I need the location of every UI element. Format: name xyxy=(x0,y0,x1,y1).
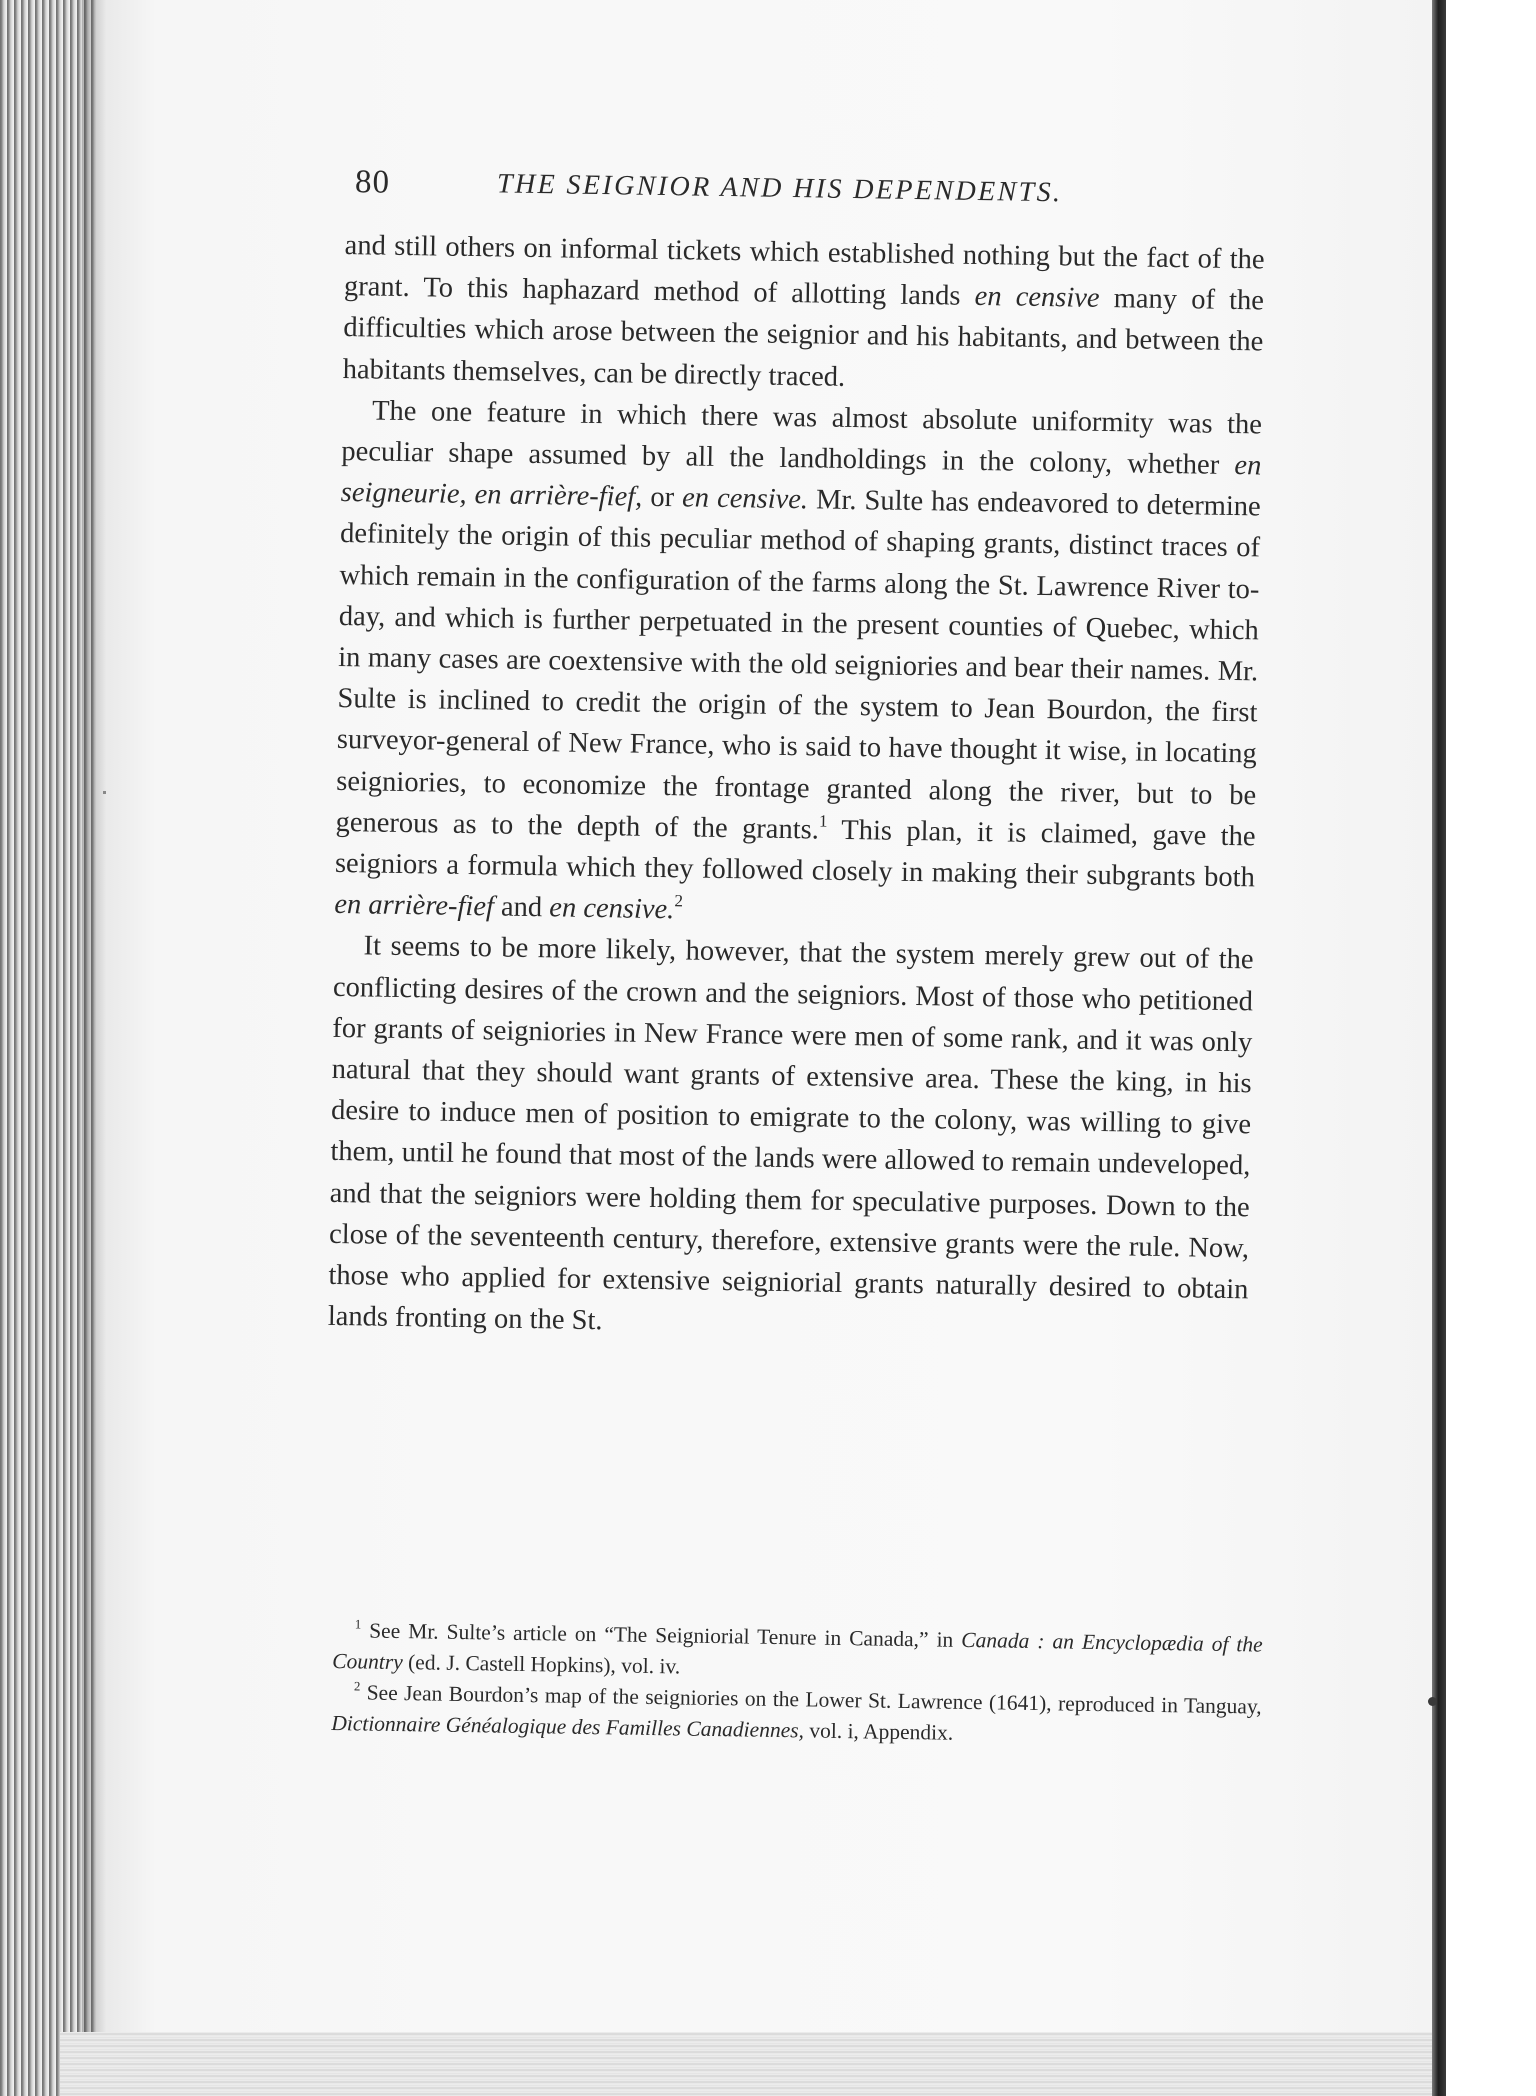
paragraph xyxy=(334,390,1262,940)
gutter-shadow xyxy=(82,0,106,2096)
text-run: See Mr. Sulte’s article on “The Seigniorial Tenure in Canada,” in xyxy=(361,1618,962,1652)
italic-text: en censive xyxy=(974,281,1100,315)
body-text xyxy=(328,225,1265,1352)
text-run: (ed. J. Castell Hopkins), vol. iv. xyxy=(402,1650,681,1679)
italic-text: en seigneurie, en arrière-fief, xyxy=(340,450,1262,513)
text-run: many of the difficulties which arose between the seignior and his habitants, and between the habitants themselves, can be directly traced. xyxy=(342,283,1265,393)
footnote-ref: 1 xyxy=(354,1617,362,1632)
text-run: See Jean Bourdon’s map of the seigniories on the Lower St. Lawrence (1641), reproduced in Tanguay, xyxy=(360,1680,1262,1719)
book-bottom-edge xyxy=(60,2032,1440,2096)
paragraph xyxy=(328,925,1254,1351)
text-run: and still others on informal tickets which established nothing but the fact of the grant. To this haphazard method of allotting lands xyxy=(343,229,1265,313)
footnotes xyxy=(331,1615,1263,1754)
text-run: Mr. Sulte has endeavored to determine definitely the origin of this peculiar method of shaping grants, distinct traces of which remain in the configuration of the farms along the St. Lawrence River to-day, and which is further perpetuated in the present counties of Quebec, which in many cases are coextensive with the old seigniories and bear their names. Mr. Sulte is inclined to credit the origin of the system to Jean Bourdon, the first surveyor-general of New France, who is said to have thought it wise, in locating seigniories, to economize the frontage granted along the river, but to be generous as to the depth of the grants. xyxy=(335,484,1261,846)
page-number: 80 xyxy=(354,164,391,201)
italic-text: Dictionnaire Généalogique des Familles Canadiennes, xyxy=(331,1710,805,1743)
footnote-ref: 2 xyxy=(674,891,684,911)
text-run: It seems to be more likely, however, that the system merely grew out of the conflicting desires of the crown and the seigniors. Most of those who petitioned for grants of seigniories in New France were men of some rank, and it was only natural that they should want grants of extensive area. These the king, in his desire to induce men of position to emigrate to the colony, was willing to give them, until he found that most of the lands were allowed to remain undeveloped, and that the seigniors were holding them for speculative purposes. Down to the close of the seventeenth century, therefore, extensive grants were the rule. Now, those who applied for extensive seigniorial grants naturally desired to obtain lands fronting on the St. xyxy=(327,930,1254,1337)
scan-blemish xyxy=(1428,1697,1437,1706)
text-run: and xyxy=(493,891,550,924)
text-run: or xyxy=(642,481,683,514)
book-spine xyxy=(1432,0,1446,2096)
text-run: The one feature in which there was almost absolute uniformity was the peculiar shape assumed by all the landholdings in the colony, whether xyxy=(341,395,1263,482)
italic-text: Canada : an Encyclopædia of the Country xyxy=(332,1627,1263,1675)
scan-speck xyxy=(103,791,106,794)
footnote-ref: 2 xyxy=(353,1679,361,1694)
paragraph xyxy=(342,225,1264,404)
italic-text: en arrière-fief xyxy=(334,889,495,923)
running-head-title: THE SEIGNIOR AND HIS DEPENDENTS. xyxy=(496,168,1063,209)
text-run: vol. i, Appendix. xyxy=(803,1718,954,1745)
italic-text: en censive. xyxy=(549,892,675,926)
scan-margin xyxy=(1446,0,1536,2096)
italic-text: en censive. xyxy=(681,482,809,516)
footnote-ref: 1 xyxy=(818,811,828,831)
text-run: This plan, it is claimed, gave the seigniors a formula which they followed closely in making their subgrants both xyxy=(334,814,1256,894)
